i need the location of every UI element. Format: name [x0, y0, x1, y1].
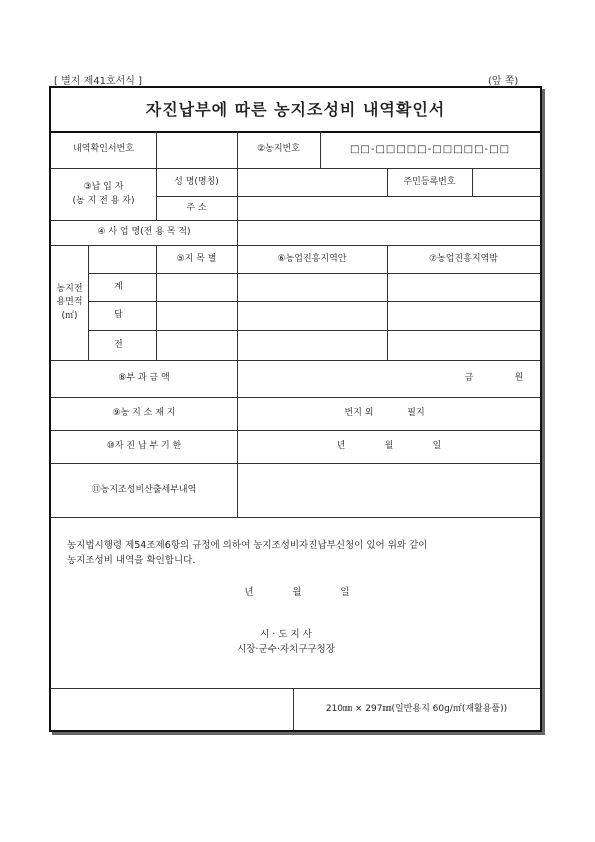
land-category-header: ⑤지 목 별 [176, 253, 217, 264]
confirmation-form [49, 86, 542, 732]
area-label-line2: 용면적 [56, 297, 83, 308]
farmland-number-label: ②농지번호 [257, 144, 300, 155]
location-unit-pilji: 필지 [407, 408, 425, 419]
deadline-day: 일 [432, 441, 442, 452]
name-label: 성 명(명칭) [174, 176, 219, 187]
payer-label-line1: ③납 입 자 [83, 182, 124, 193]
form-title: 자진납부에 따른 농지조성비 내역확인서 [145, 100, 446, 120]
divider [51, 517, 540, 518]
payment-deadline-label: ⑩자 진 납 부 기 한 [106, 441, 182, 452]
form-number: [ 별지 제41호서식 ] [54, 76, 143, 87]
paper-spec: 210㎜ × 297㎜(일반용지 60g/㎡(재활용품)) [325, 703, 508, 714]
business-name-label: ④ 사 업 명(전 용 목 적) [97, 227, 191, 238]
levy-unit-won: 원 [514, 373, 524, 384]
payer-label-line2: (농 지 전 용 자) [72, 195, 135, 206]
column-line [237, 168, 238, 220]
column-line [237, 220, 238, 245]
column-line [472, 168, 473, 196]
levy-amount-label: ⑧부 과 금 액 [118, 373, 170, 384]
row-field-label: 전 [114, 339, 123, 350]
farmland-number-boxes: □□-□□□□□-□□□□□-□□ [349, 143, 511, 155]
statement-line2: 농지조성비 내역을 확인합니다. [67, 555, 196, 567]
deadline-month: 월 [384, 441, 394, 452]
calculation-detail-label: ⑪농지조성비산출세부내역 [91, 484, 197, 495]
column-line [156, 131, 157, 168]
signer-title: 시 · 도 지 사 [260, 629, 312, 640]
location-unit-beonji: 번지 외 [344, 408, 374, 419]
statement-line1: 농지법시행령 제54조제6항의 규정에 의하여 농지조성비자진납부신청이 있어 위와 같이 [67, 540, 428, 551]
statement-month: 월 [292, 587, 302, 598]
row-paddy-label: 답 [114, 310, 123, 321]
resident-number-label: 주민등록번호 [403, 176, 456, 187]
page-side-label: (앞 쪽) [488, 76, 519, 87]
farmland-location-label: ⑨농 지 소 재 지 [112, 408, 176, 419]
payer-label [51, 169, 156, 220]
signer-subtitle: 시장·군수·자치구구청장 [237, 644, 335, 655]
statement-day: 일 [340, 587, 350, 598]
area-label-line1: 농지전 [56, 284, 83, 295]
address-label: 주 소 [186, 202, 207, 213]
row-total-label: 계 [114, 281, 123, 292]
confirmation-number-label: 내역확인서번호 [73, 144, 134, 155]
levy-unit-geum: 금 [464, 373, 474, 384]
area-label-line3: (㎡) [61, 310, 78, 321]
area-label [51, 246, 88, 360]
column-line [237, 360, 238, 517]
promotion-area-outside-header: ⑦농업진흥지역밖 [429, 253, 498, 264]
deadline-year: 년 [336, 441, 346, 452]
promotion-area-inside-header: ⑥농업진흥지역안 [277, 253, 347, 264]
statement-year: 년 [244, 587, 254, 598]
statement-text [67, 538, 527, 568]
